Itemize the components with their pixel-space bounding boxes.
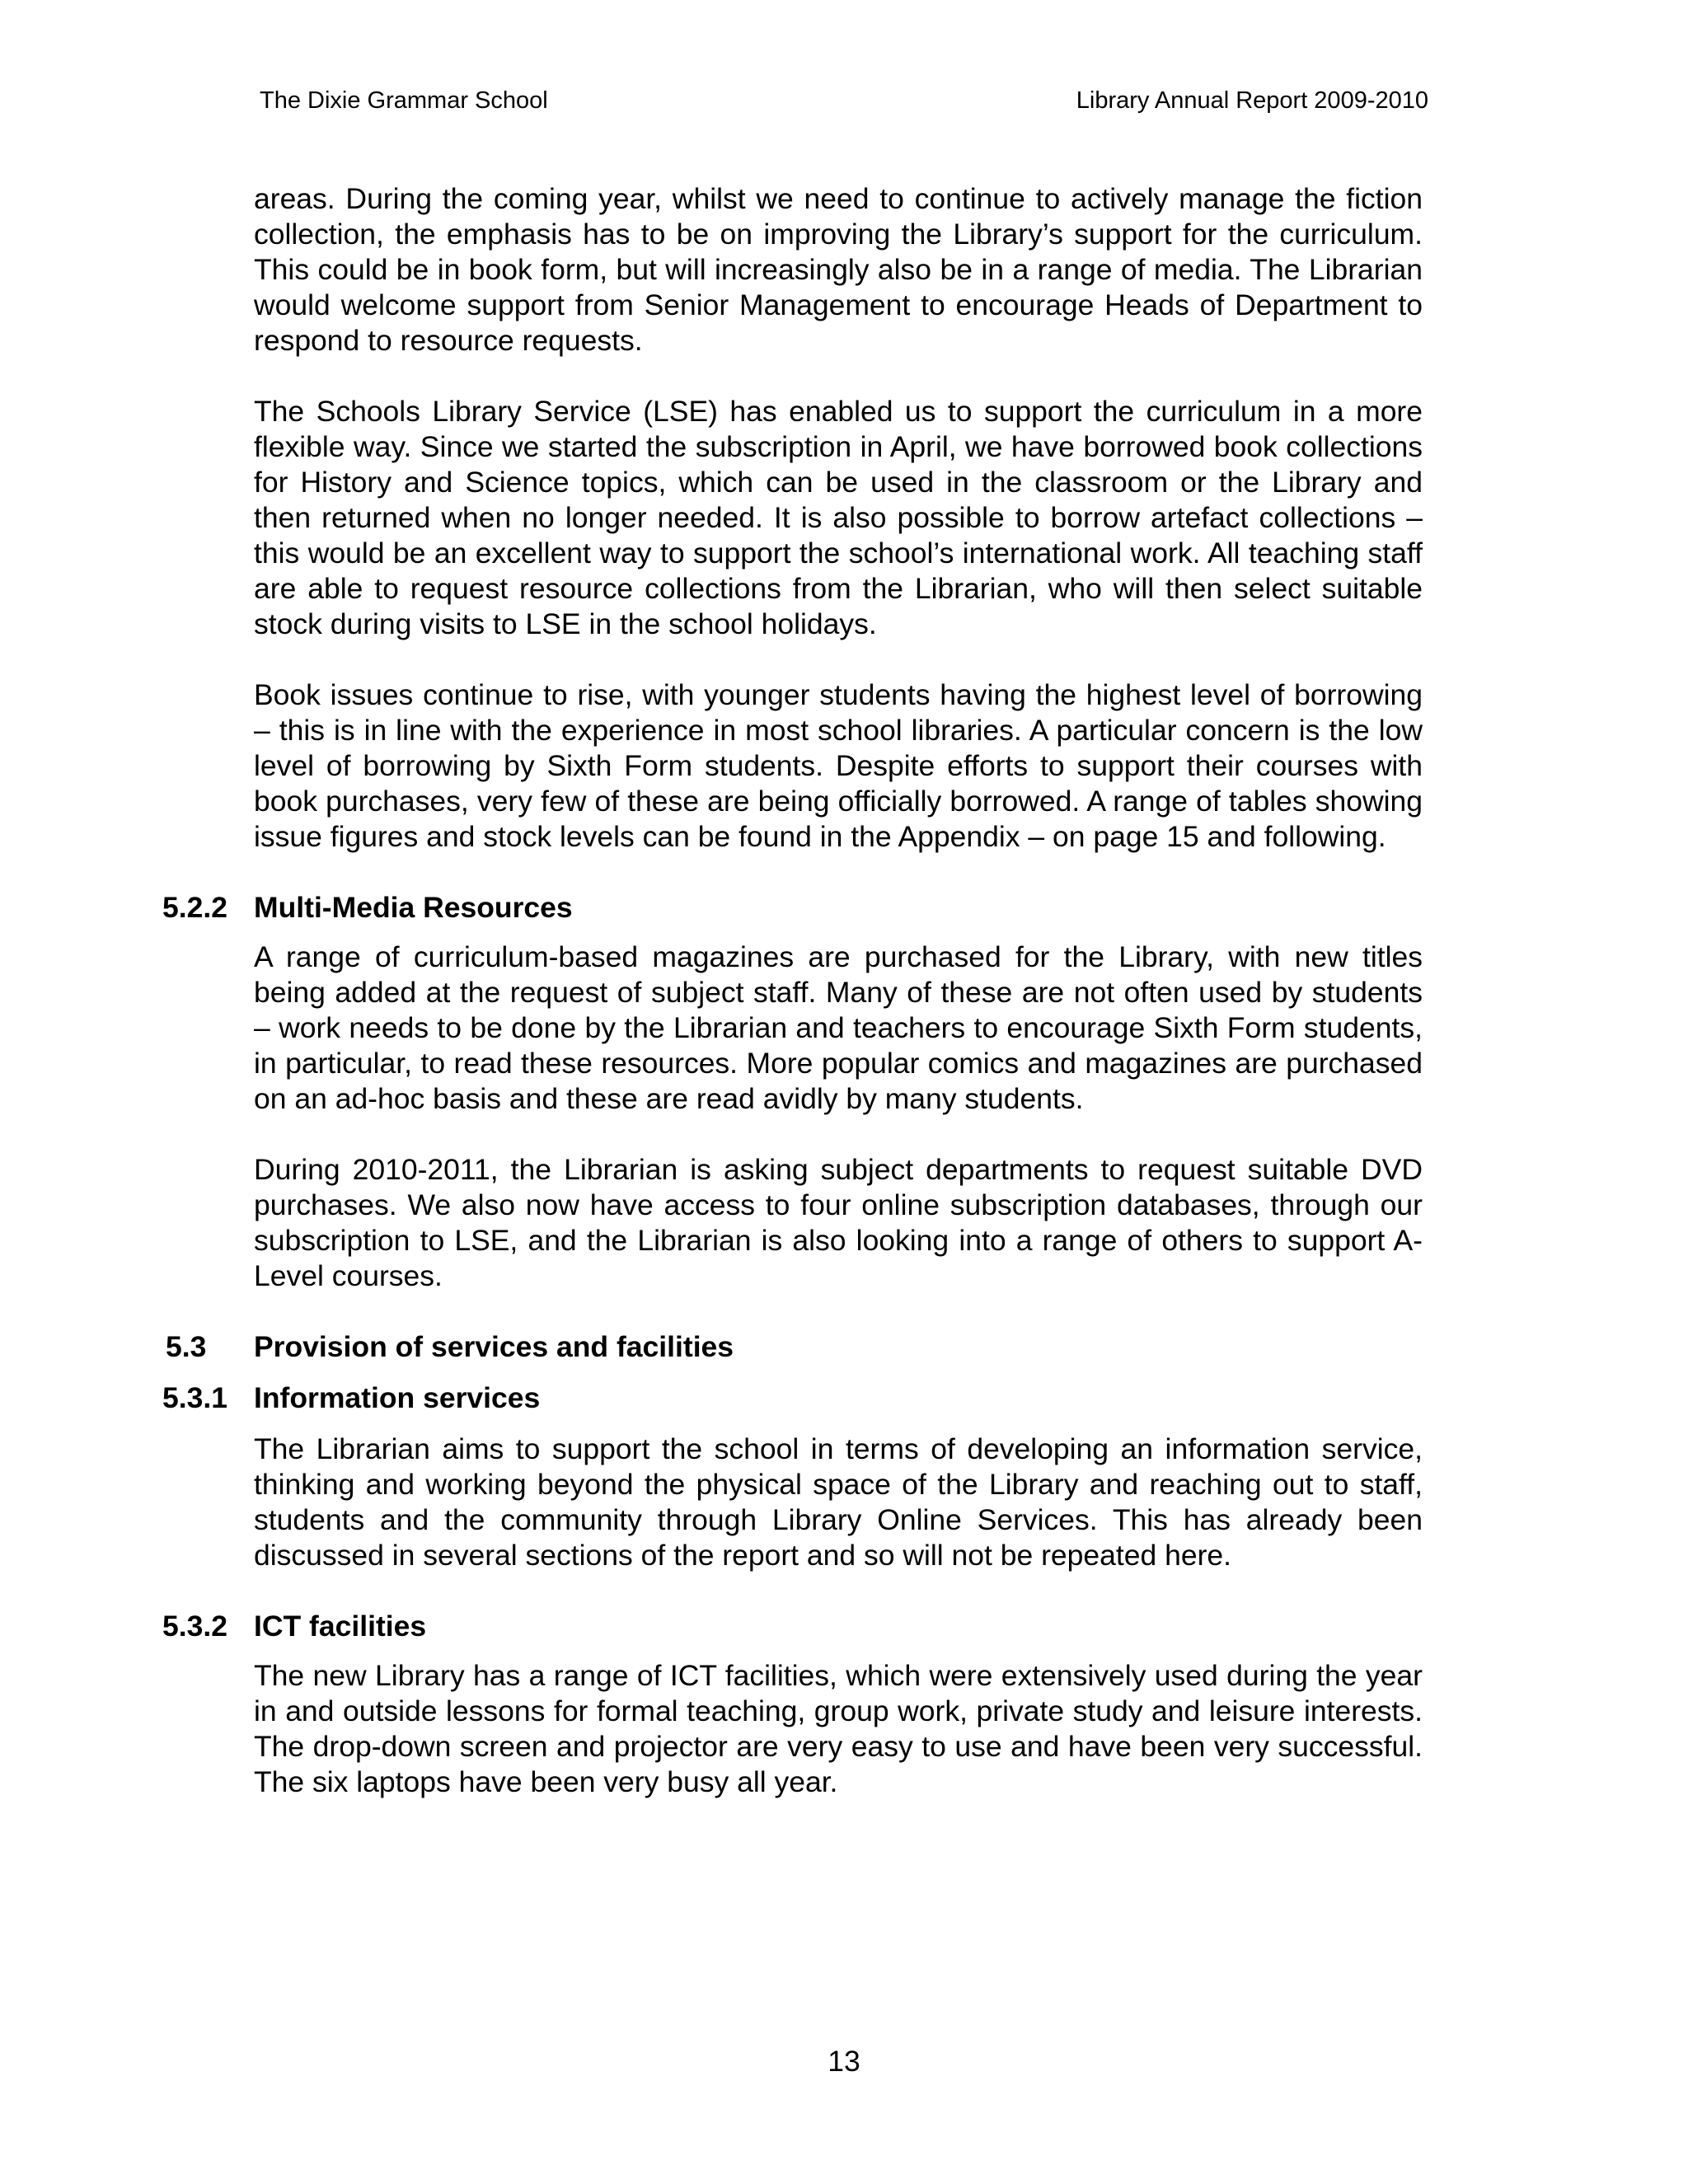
- header-report-title: Library Annual Report 2009-2010: [1076, 87, 1428, 114]
- section-heading-5-3: [166, 1329, 1423, 1365]
- section-number: 5.3.1: [162, 1381, 227, 1414]
- header-school-name: The Dixie Grammar School: [260, 87, 548, 114]
- section-title: Multi-Media Resources: [254, 891, 573, 924]
- section-number: 5.2.2: [162, 891, 227, 924]
- section-number: 5.3.2: [162, 1610, 227, 1643]
- section-title: Provision of services and facilities: [254, 1330, 734, 1363]
- page-content: [162, 181, 1423, 1835]
- paragraph-dvd-databases: During 2010-2011, the Librarian is asking subject departments to request suitable DVD purchases. We also now have access to four online subscription databases, through our subscription to LSE, and the Librarian is also looking into a range of others to support A-Level courses.: [254, 1153, 1423, 1292]
- section-heading-5-2-2: [162, 890, 1423, 926]
- paragraph-book-issues: Book issues continue to rise, with younger students having the highest level of borrowing – this is in line with the experience in most school libraries. A particular concern is the low level of borrowing by Sixth Form students. Despite efforts to support their courses with book purchases, very few of these are being officially borrowed. A range of tables showing issue figures and stock levels can be found in the Appendix – on page 15 and following.: [254, 678, 1423, 853]
- page-number: 13: [828, 2045, 860, 2078]
- section-number: 5.3: [166, 1330, 207, 1363]
- paragraph-schools-library-service: The Schools Library Service (LSE) has enabled us to support the curriculum in a more flexible way. Since we started the subscription in April, we have borrowed book collections for History and Science topics, which can be used in the classroom or the Library and then returned when no longer needed. It is also possible to borrow artefact collections – this would be an excellent way to support the school’s international work. All teaching staff are able to request resource collections from the Librarian, who will then select suitable stock during visits to LSE in the school holidays.: [254, 395, 1423, 640]
- paragraph-ict-facilities: The new Library has a range of ICT facilities, which were extensively used during the year in and outside lessons for formal teaching, group work, private study and leisure interests. The drop-down screen and projector are very easy to use and have been very successful. The six laptops have been very busy all year.: [254, 1659, 1423, 1798]
- section-title: Information services: [254, 1381, 541, 1414]
- section-title: ICT facilities: [254, 1610, 427, 1643]
- paragraph-magazines: A range of curriculum-based magazines are purchased for the Library, with new titles being added at the request of subject staff. Many of these are not often used by students – work needs to be done by the Librarian and teachers to encourage Sixth Form students, in particular, to read these resources. More popular comics and magazines are purchased on an ad-hoc basis and these are read avidly by many students.: [254, 940, 1423, 1115]
- paragraph-information-services: The Librarian aims to support the school in terms of developing an information service, thinking and working beyond the physical space of the Library and reaching out to staff, students and the community through Library Online Services. This has already been discussed in several sections of the report and so will not be repeated here.: [254, 1432, 1423, 1572]
- section-heading-5-3-2: [162, 1609, 1423, 1644]
- section-heading-5-3-1: [162, 1380, 1423, 1416]
- paragraph-collection-intro: areas. During the coming year, whilst we need to continue to actively manage the fiction collection, the emphasis has to be on improving the Library’s support for the curriculum. This could be in book form, but will increasingly also be in a range of media. The Librarian would welcome support from Senior Management to encourage Heads of Department to respond to resource requests.: [254, 182, 1423, 357]
